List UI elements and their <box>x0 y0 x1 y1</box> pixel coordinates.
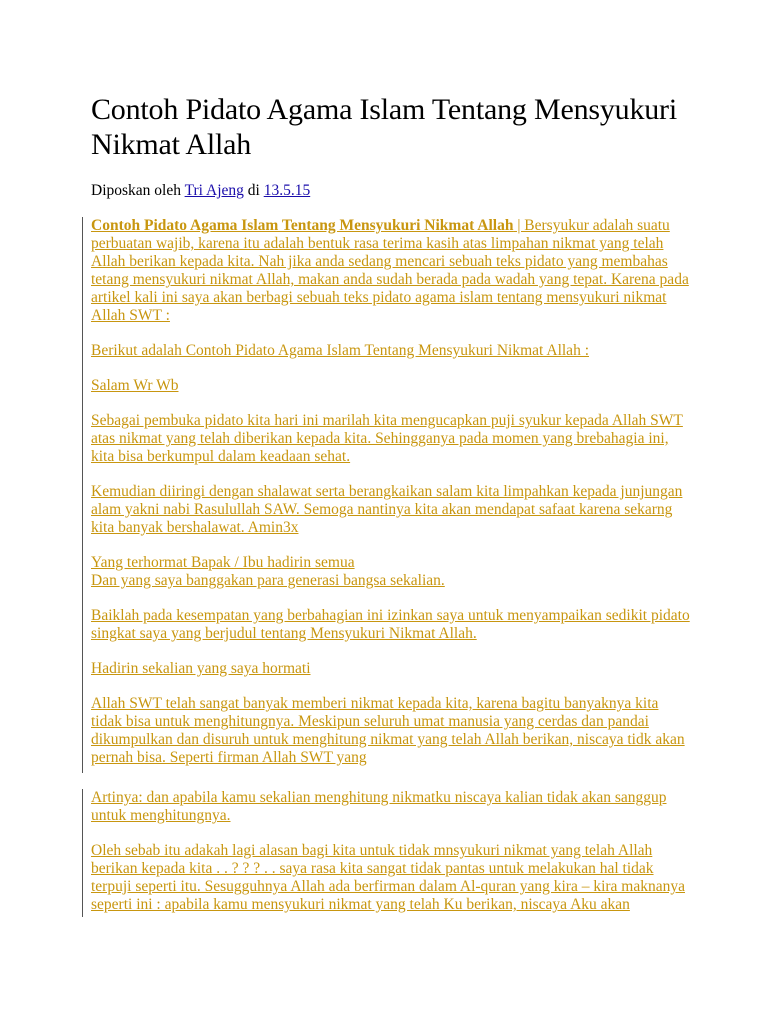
posted-by-label: Diposkan oleh <box>91 182 181 199</box>
paragraph-4[interactable]: Sebagai pembuka pidato kita hari ini marilah kita mengucapkan puji syukur kepada Allah SWT atas nikmat yang telah diberikan kepada kita. Sehingganya pada momen yang brebahagia ini, kita bisa berkumpul dalam keadaan sehat. <box>91 412 683 465</box>
paragraph-8[interactable]: Hadirin sekalian yang saya hormati <box>91 660 311 677</box>
author-link[interactable]: Tri Ajeng <box>184 182 244 199</box>
paragraph-conclusion[interactable]: Oleh sebab itu adakah lagi alasan bagi kita untuk tidak mnsyukuri nikmat yang telah Allah berikan kepada kita . . ? ? ? . . saya rasa kita sangat tidak pantas untuk melakukan hal tidak terpuji seperti itu. Sesugguhnya Allah ada berfirman dalam Al-quran yang kira – kira maknanya seperti ini : apabila kamu mensyukuri nikmat yang telah Ku berikan, niscaya Aku akan <box>91 842 685 913</box>
intro-paragraph[interactable] <box>91 217 691 325</box>
paragraph-6-line-2[interactable]: Dan yang saya banggakan para generasi bangsa sekalian. <box>91 572 445 589</box>
article-body-block-1 <box>82 217 691 773</box>
paragraph-translation[interactable]: Artinya: dan apabila kamu sekalian menghitung nikmatku niscaya kalian tidak akan sanggup untuk menghitungnya. <box>91 789 667 824</box>
article-title: Contoh Pidato Agama Islam Tentang Mensyukuri Nikmat Allah <box>91 93 677 161</box>
paragraph-2[interactable]: Berikut adalah Contoh Pidato Agama Islam Tentang Mensyukuri Nikmat Allah : <box>91 342 589 359</box>
paragraph-6[interactable] <box>91 554 691 590</box>
date-prefix: di <box>247 182 260 199</box>
paragraph-9[interactable]: Allah SWT telah sangat banyak memberi nikmat kepada kita, karena bagitu banyaknya kita tidak bisa untuk menghitungnya. Meskipun seluruh umat manusia yang cerdas dan pandai dikumpulkan dan disuruh untuk menghitung nikmat yang telah Allah berikan, niscaya tidk akan pernah bisa. Seperti firman Allah SWT yang <box>91 695 685 766</box>
article-body-block-2 <box>82 789 691 917</box>
date-link[interactable]: 13.5.15 <box>263 182 311 199</box>
paragraph-6-line-1[interactable]: Yang terhormat Bapak / Ibu hadirin semua <box>91 554 355 571</box>
intro-bold-title[interactable]: Contoh Pidato Agama Islam Tentang Mensyukuri Nikmat Allah <box>91 217 514 234</box>
post-meta <box>91 181 310 201</box>
paragraph-5[interactable]: Kemudian diiringi dengan shalawat serta berangkaikan salam kita limpahkan kepada junjungan alam yakni nabi Rasulullah SAW. Semoga nantinya kita akan mendapat safaat karena sekarng kita banyak bershalawat. Amin3x <box>91 483 683 536</box>
paragraph-7[interactable]: Baiklah pada kesempatan yang berbahagian ini izinkan saya untuk menyampaikan sedikit pidato singkat saya yang berjudul tentang Mensyukuri Nikmat Allah. <box>91 607 690 642</box>
intro-text[interactable]: | Bersyukur adalah suatu perbuatan wajib, karena itu adalah bentuk rasa terima kasih atas limpahan nikmat yang telah Allah berikan kepada kita. Nah jika anda sedang mencari sebuah teks pidato yang membahas tetang mensyukuri nikmat Allah, makan anda sudah berada pada wadah yang tepat. Karena pada artikel kali ini saya akan berbagi sebuah teks pidato agama islam tentang mensyukuri nikmat Allah SWT : <box>91 217 689 324</box>
paragraph-greeting[interactable]: Salam Wr Wb <box>91 377 179 394</box>
